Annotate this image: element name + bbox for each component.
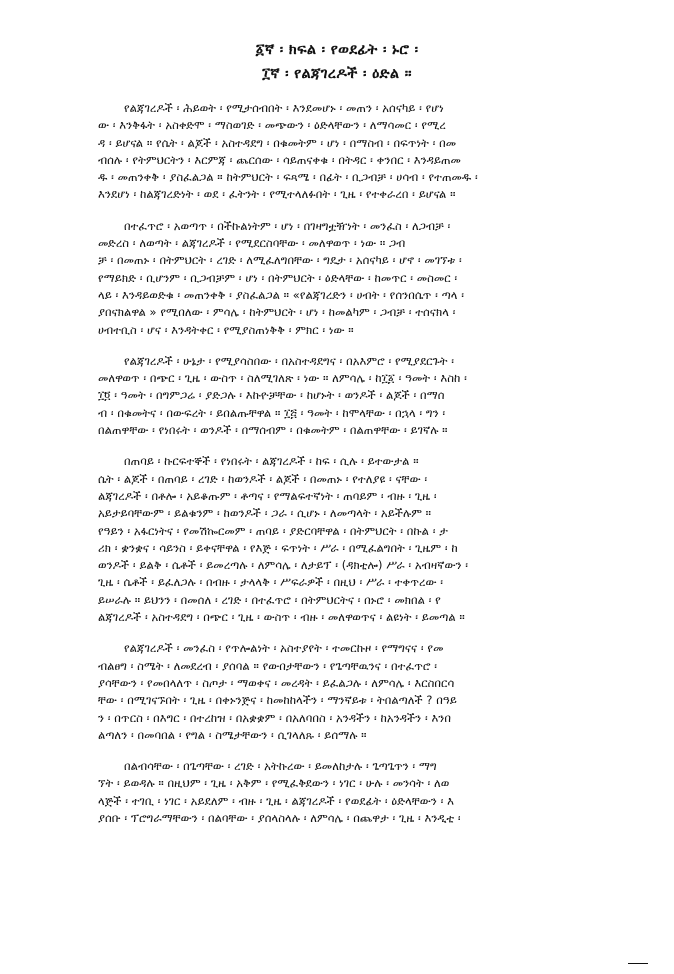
paragraph-line: በልብሳቸው ፡ በጌጣቸው ፡ ረገድ ፡ አትኩረው ፡ ይመለከታሉ ፡ ጌጣጌጥን ፡ ማግ [124,759,437,774]
document-body [98,100,624,841]
paragraph-line: ፲፬ ፡ ዓመት ፡ በግምጋሬ ፡ ያድጋሉ ፡ እኩዮቻቸው ፡ ከሆኑት ፡ ወንዶች ፡ ልጆች ፡ በማሰ [98,388,445,403]
paragraph [98,758,624,827]
paragraph-line: የልጃገረዶች ፡ ሁኔታ ፡ የሚያሳስበው ፡ በአስተዳደግና ፡ በአእምሮ ፡ የሚያደርጉት ፡ [124,353,455,368]
paragraph-line: ቸው ፡ በሚገናኙበት ፡ ጊዜ ፡ በቀኑንጅና ፡ ከመከከላችን ፡ ማንኛይቱ ፡ ትበልጣለች ? በዓይ [98,693,457,708]
paragraph-line: እንደሆነ ፡ ከልጃገረድነት ፡ ወደ ፡ ፈትንት ፡ የሚተላለፉበት ፡ ጊዜ ፡ የተቀራረበ ፡ ይሆናል ። [98,187,456,202]
paragraph-line: ሪክ ፡ ቋንቋና ፡ ሳይንስ ፡ ይቀናቸዋል ፡ የእጅ ፡ ፍጥነት ፡ ሥራ ፡ በሚፈልግበት ፡ ጊዜም ፡ ከ [98,540,458,555]
paragraph-line: የልጃገረዶች ፡ ሕይወት ፡ የሚታሰብበት ፡ እንደመሆኑ ፡ መጠን ፡ አሰናካይ ፡ የሆነ [124,101,444,115]
paragraph-line: ሴት ፡ ልጆች ፡ በጠባይ ፡ ረገድ ፡ ከወንዶች ፡ ልጆች ፡ በመጠኑ ፡ የተለያዩ ፡ ናቸው ፡ [98,471,428,486]
page-footer-rule [628,963,648,964]
paragraph [98,100,624,204]
paragraph-line: ያሳቸውን ፡ የመበላለጥ ፡ ስጦታ ፡ ማወቀና ፡ መረዳት ፡ ይፈልጋሉ ፡ ለምሳሌ ፡ እርስበርሳ [98,675,455,690]
paragraph-line: የዓይን ፡ አፋርነትና ፡ የመሽኰርመም ፡ ጠባይ ፡ ያድርባቸዋል ፡ በትምህርት ፡ በኩል ፡ ታ [98,523,448,538]
paragraph-line: ኘት ፡ ይወዳሉ ። በዚህም ፡ ጊዜ ፡ አቅም ፡ የሚፈቅደውን ፡ ነገር ፡ ሁሉ ፡ መንሳት ፡ ለወ [98,776,450,791]
paragraph-line: አይታይባቸውም ፡ ይልቁንም ፡ ከወንዶች ፡ ጋራ ፡ ሲሆኑ ፡ ለመጣላት ፡ አይችሉም ። [98,506,432,521]
paragraph [98,640,624,744]
paragraph-line: መለዋወጥ ፡ በጭር ፡ ጊዜ ፡ ውስጥ ፡ ስለሚገለጽ ፡ ነው ። ለምሳሌ ፡ ከ፲፩ ፡ ዓመት ፡ እስከ ፡ [98,371,467,386]
paragraph-line: ልጃገረዶች ፡ በቶሎ ፡ አይቆጡም ፡ ቶጣና ፡ የማልፍተኛነት ፡ ጠባይም ፡ ብዙ ፡ ጊዜ ፡ [98,488,437,503]
paragraph-line: ብ ፡ በቁመትና ፡ በውፍረት ፡ ይበልጡቸዋል ። ፲፭ ፡ ዓመት ፡ ከሞላቸው ፡ በኋላ ፡ ግን ፡ [98,405,446,420]
paragraph-line: ላይ ፡ እንዳይወድቁ ፡ መጠንቀቅ ፡ ያስፈልጋል ። «የልጃገረድን ፡ ሀብት ፡ የሰንበሴጥ ፡ ጣላ ፡ [98,287,464,302]
paragraph-line: ዱ ፡ መጠንቀቅ ፡ ያስፈልጋል ። ከትምህርት ፡ ፍጻሜ ፡ በፊት ፡ ቢጋብቻ ፡ ሀሳብ ፡ የተጠመዱ ፡ [98,170,478,185]
paragraph-line: በተፈጥሮ ፡ አወጣጥ ፡ በችኩልነትም ፡ ሆነ ፡ በገዛግቷዥነት ፡ መንፈስ ፡ ለጋብቻ ፡ [124,218,451,233]
chapter-headings [0,38,674,86]
paragraph-line: በጠባይ ፡ ኩርፍተኞች ፡ የነበሩት ፡ ልጃገረዶች ፡ ከፍ ፡ ሲሉ ፡ ይተውታል ። [124,454,419,469]
paragraph-line: ው ፡ እንቅፋት ፡ አስቀድሞ ፡ ማስወገድ ፡ መጭውን ፡ ዕድላቸውን ፡ ለማሳመር ፡ የሚረ [98,118,446,133]
paragraph-line: ወንዶች ፡ ይልቅ ፡ ሴቶች ፡ ይመረጣሉ ፡ ለምሳሌ ፡ ለታይፕ ፡ (ዳክቲሎ) ሥራ ፡ አብዛኛውን ፡ [98,558,469,573]
paragraph-line: ን ፡ በጥርስ ፡ በእግር ፡ በተረከዝ ፡ በአቋቋም ፡ በአለባበስ ፡ አንዳችን ፡ ከአንዳችን ፡ እንበ [98,710,451,725]
paragraph-line: ሀብተቢስ ፡ ሆና ፡ እንዳትቀር ፡ የሚያስጠነቅቅ ፡ ምክር ፡ ነው ። [98,322,354,337]
paragraph-line: የልጃገረዶች ፡ መንፈስ ፡ የጥሎልነት ፡ አስተያየት ፡ ተመርኩዞ ፡ የማግናና ፡ የመ [124,641,444,656]
paragraph-line: በልጠዋቸው ፡ የነበሩት ፡ ወንዶች ፡ በማሰብም ፡ በቁመትም ፡ በልጠዋቸው ፡ ይገኛሉ ። [98,423,448,438]
paragraph-line: ይሠራሉ ። ይህንን ፡ በመሰለ ፡ ረገድ ፡ በተፈጥሮ ፡ በትምህርትና ፡ በኑሮ ፡ መክበል ፡ የ [98,592,441,607]
paragraph [98,453,624,626]
paragraph-line: ብልፀግ ፡ ስሜት ፡ ለመደረብ ፡ ያሰባል ። የውበታቸውን ፡ የጌጣቸዉንና ፡ በተፈጥሮ ፡ [98,658,438,673]
paragraph-line: መድረስ ፡ ለወጣት ፡ ልጃገረዶች ፡ የሚደርስባቸው ፡ መለዋወጥ ፡ ነው ። ጋብ [98,236,406,251]
paragraph-line: ያሰቡ ፡ ፕሮግራማቸውን ፡ በልባቸው ፡ ያሰላስላሉ ፡ ለምሳሌ ፡ በጨዋታ ፡ ጊዜ ፡ እንዲቲ ፡ [98,810,461,825]
paragraph [98,353,624,439]
paragraph-line: ጊዜ ፡ ሴቶች ፡ ይፈለጋሉ ፡ በብዙ ፡ ታላላቅ ፡ ሥፍራዎች ፡ በዚህ ፡ ሥራ ፡ ተቀጥረው ፡ [98,575,443,590]
paragraph-line: ብሰሉ ፡ የትምህርትን ፡ እርምጃ ፡ ጨርሰው ፡ ሳይጠናቀቁ ፡ በትዳር ፡ ቀንበር ፡ እንዳይጠመ [98,152,461,167]
paragraph-line: ያበናክልዋል » የሚበለው ፡ ምሳሌ ፡ ከትምህርት ፡ ሆነ ፡ ከመልካም ፡ ጋብቻ ፡ ተሰናክላ ፡ [98,305,456,320]
paragraph-line: ልጃገረዶች ፡ አስተዳደግ ፡ በጭር ፡ ጊዜ ፡ ውስጥ ፡ ብዙ ፡ መለዋወጥና ፡ ልዩነት ፡ ይመጣል ። [98,610,465,625]
section-title: ፲ኛ ፡ የልጃገረዶች ፡ ዕድል ። [262,66,412,82]
paragraph-line: የማይክድ ፡ ቢሆንም ፡ ቢጋብቻም ፡ ሆነ ፡ በትምህርት ፡ ዕድላቸው ፡ ከመጥር ፡ መስመር ፡ [98,270,458,285]
paragraph-line: ዳ ፡ ይሆናል ። የሴት ፡ ልጆች ፡ አስተዳደግ ፡ በቁመትም ፡ ሆነ ፡ በማስብ ፡ በፍጥነት ፡ በመ [98,135,457,150]
paragraph-line: ላጅች ፡ ተገቢ ፡ ነገር ፡ አይደለም ፡ ብዙ ፡ ጊዜ ፡ ልጃገረዶች ፡ የወደፊት ፡ ዕድላቸውን ፡ እ [98,793,454,808]
paragraph [98,218,624,339]
paragraph-line: ልጣለን ፡ በመባበል ፡ የግል ፡ ስሜታቸውን ፡ ሲገላለጹ ፡ ይሰማሉ ። [98,727,367,742]
chapter-title: ፩ኛ ፡ ክፍል ፡ የወደፊት ፡ ኑሮ ፡ [255,42,419,58]
paragraph-line: ቻ ፡ በመጠኑ ፡ በትምህርት ፡ ረገድ ፡ ለሚፈለግበቸው ፡ ግዴታ ፡ አሰናካይ ፡ ሆኖ ፡ መገኘቱ ፡ [98,253,462,268]
